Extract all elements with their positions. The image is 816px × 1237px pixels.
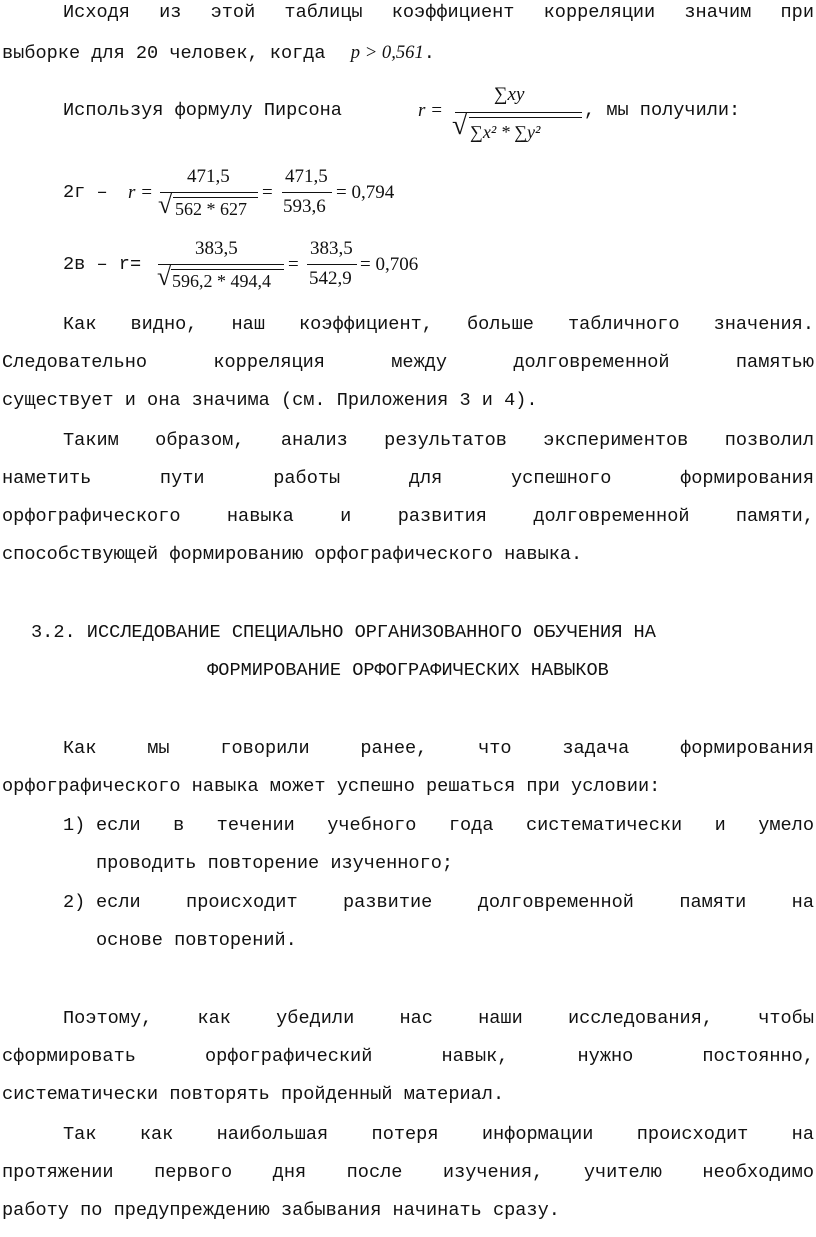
fraction-bar xyxy=(307,264,357,265)
sqrt-sign: √ xyxy=(157,262,172,291)
equals: = xyxy=(288,254,299,275)
result-value: = 0,706 xyxy=(360,254,419,275)
result-label: 2г – xyxy=(63,182,108,203)
paragraph-line: орфографического навыка может успешно решаться при условии: xyxy=(2,776,661,797)
paragraph-line: Так как наибольшая потеря информации происходит на xyxy=(63,1124,814,1145)
result-value: = 0,794 xyxy=(336,182,395,203)
list-item-line: проводить повторение изученного; xyxy=(96,853,454,874)
paragraph-line: работу по предупреждению забывания начинать сразу. xyxy=(2,1200,560,1221)
list-number: 2) xyxy=(63,892,86,913)
pearson-lead: Используя формулу Пирсона xyxy=(63,100,342,121)
numerator: 471,5 xyxy=(285,166,328,187)
paragraph-line xyxy=(2,42,435,64)
paragraph-line: Таким образом, анализ результатов экспериментов позволил xyxy=(63,430,814,451)
pearson-tail: , мы получили: xyxy=(584,100,741,121)
paragraph-line: Следовательно корреляция между долговременной памятью xyxy=(2,352,814,373)
sqrt-sign: √ xyxy=(158,190,173,219)
paragraph-line: Как мы говорили ранее, что задача формирования xyxy=(63,738,814,759)
paragraph-line: Поэтому, как убедили нас наши исследования, чтобы xyxy=(63,1008,814,1029)
denominator: 593,6 xyxy=(283,196,326,217)
sqrt-overline xyxy=(173,197,258,198)
result-label: 2в – r= xyxy=(63,254,142,275)
equals: = xyxy=(262,182,273,203)
section-heading-line-2: ФОРМИРОВАНИЕ ОРФОГРАФИЧЕСКИХ НАВЫКОВ xyxy=(207,660,609,681)
pearson-numerator: ∑xy xyxy=(494,84,525,105)
paragraph-line: Исходя из этой таблицы коэффициент корреляции значим при xyxy=(63,2,814,23)
pearson-r: r = xyxy=(418,100,443,121)
paragraph-line: Как видно, наш коэффициент, больше табличного значения. xyxy=(63,314,814,335)
denominator: 596,2 * 494,4 xyxy=(172,271,271,291)
fraction-bar xyxy=(158,264,284,265)
list-number: 1) xyxy=(63,815,86,836)
fraction-bar xyxy=(160,192,258,193)
paragraph-line: способствующей формированию орфографического навыка. xyxy=(2,544,583,565)
sqrt-sign: √ xyxy=(452,110,468,141)
paragraph-line: орфографического навыка и развития долговременной памяти, xyxy=(2,506,814,527)
paragraph-line: существует и она значима (см. Приложения 3 и 4). xyxy=(2,390,538,411)
sqrt-overline xyxy=(171,269,284,270)
paragraph-line: протяжении первого дня после изучения, учителю необходимо xyxy=(2,1162,814,1183)
list-item-line: если происходит развитие долговременной памяти на xyxy=(96,892,814,913)
list-item-line: если в течении учебного года систематически и умело xyxy=(96,815,814,836)
sqrt-overline xyxy=(469,117,582,118)
pearson-denominator: ∑x² * ∑y² xyxy=(470,122,541,142)
numerator: 383,5 xyxy=(195,238,238,259)
list-item-line: основе повторений. xyxy=(96,930,297,951)
denominator: 562 * 627 xyxy=(175,199,247,219)
paragraph-line: систематически повторять пройденный материал. xyxy=(2,1084,505,1105)
result-r: r = xyxy=(128,182,153,203)
denominator: 542,9 xyxy=(309,268,352,289)
section-heading-line-1: 3.2. ИССЛЕДОВАНИЕ СПЕЦИАЛЬНО ОРГАНИЗОВАННОГО ОБУЧЕНИЯ НА xyxy=(31,622,656,643)
fraction-bar xyxy=(455,112,582,113)
fraction-bar xyxy=(282,192,332,193)
paragraph-text: выборке для 20 человек, когда xyxy=(2,43,326,64)
numerator: 383,5 xyxy=(310,238,353,259)
inline-formula: p > 0,561 xyxy=(350,42,424,63)
paragraph-line: наметить пути работы для успешного формирования xyxy=(2,468,814,489)
numerator: 471,5 xyxy=(187,166,230,187)
paragraph-line: сформировать орфографический навык, нужно постоянно, xyxy=(2,1046,814,1067)
period: . xyxy=(423,43,435,64)
